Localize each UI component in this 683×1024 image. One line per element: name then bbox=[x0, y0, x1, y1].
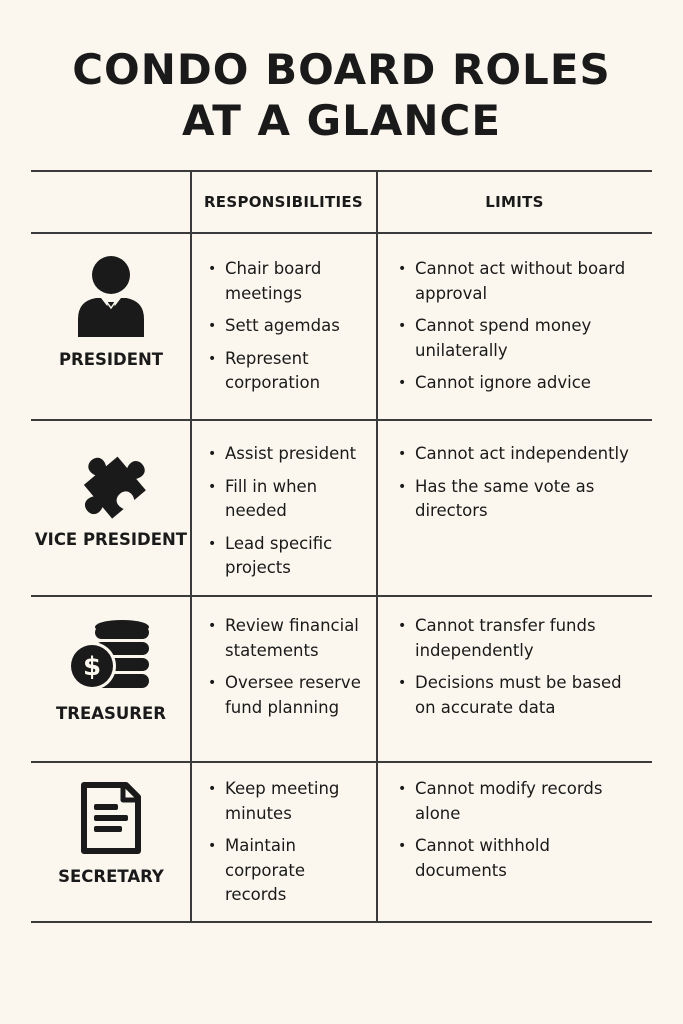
role-name: PRESIDENT bbox=[58, 350, 164, 369]
list-item: • Lead specific projects bbox=[207, 532, 369, 581]
svg-text:$: $ bbox=[82, 652, 102, 682]
list-item: • Cannot act without board approval bbox=[397, 257, 647, 306]
puzzle-piece-icon bbox=[31, 445, 191, 521]
list-item: • Cannot transfer funds independently bbox=[397, 614, 647, 663]
responsibilities-list bbox=[207, 257, 369, 404]
list-item: • Cannot withhold documents bbox=[397, 834, 647, 883]
list-item: • Sett agemdas bbox=[207, 314, 369, 339]
list-item: • Maintain corporate records bbox=[207, 834, 369, 908]
list-item: • Chair board meetings bbox=[207, 257, 369, 306]
responsibilities-list bbox=[207, 614, 369, 728]
table-row bbox=[31, 596, 191, 761]
role-name: TREASURER bbox=[56, 704, 166, 723]
list-item: • Cannot spend money unilaterally bbox=[397, 314, 647, 363]
column-header-limits: LIMITS bbox=[485, 193, 544, 211]
table-row bbox=[31, 233, 191, 419]
list-item: • Keep meeting minutes bbox=[207, 777, 369, 826]
list-item: • Cannot act independently bbox=[397, 442, 647, 467]
role-name: VICE PRESIDENT bbox=[34, 530, 188, 549]
list-item: • Cannot modify records alone bbox=[397, 777, 647, 826]
responsibilities-list bbox=[207, 777, 369, 916]
list-item: • Decisions must be based on accurate data bbox=[397, 671, 647, 720]
list-item: • Assist president bbox=[207, 442, 369, 467]
page-title bbox=[0, 44, 683, 146]
list-item: • Fill in when needed bbox=[207, 475, 369, 524]
table-rule-col-2 bbox=[376, 170, 378, 922]
person-in-suit-icon bbox=[31, 255, 191, 337]
document-icon bbox=[31, 782, 191, 854]
list-item: • Cannot ignore advice bbox=[397, 371, 647, 396]
limits-list bbox=[397, 257, 647, 404]
responsibilities-list bbox=[207, 442, 369, 589]
column-header-responsibilities: RESPONSIBILITIES bbox=[203, 193, 364, 211]
limits-list bbox=[397, 614, 647, 728]
limits-list bbox=[397, 442, 647, 532]
coins-dollar-icon bbox=[31, 618, 191, 692]
list-item: • Has the same vote as directors bbox=[397, 475, 647, 524]
list-item: • Oversee reserve fund planning bbox=[207, 671, 369, 720]
list-item: • Review financial statements bbox=[207, 614, 369, 663]
table-row bbox=[31, 762, 191, 921]
table-rule-bottom bbox=[31, 921, 652, 923]
role-name: SECRETARY bbox=[58, 867, 164, 886]
table-row bbox=[31, 420, 191, 595]
list-item: • Represent corporation bbox=[207, 347, 369, 396]
title-line-1: CONDO BOARD ROLES bbox=[72, 45, 611, 94]
limits-list bbox=[397, 777, 647, 891]
title-line-2: AT A GLANCE bbox=[181, 96, 502, 145]
